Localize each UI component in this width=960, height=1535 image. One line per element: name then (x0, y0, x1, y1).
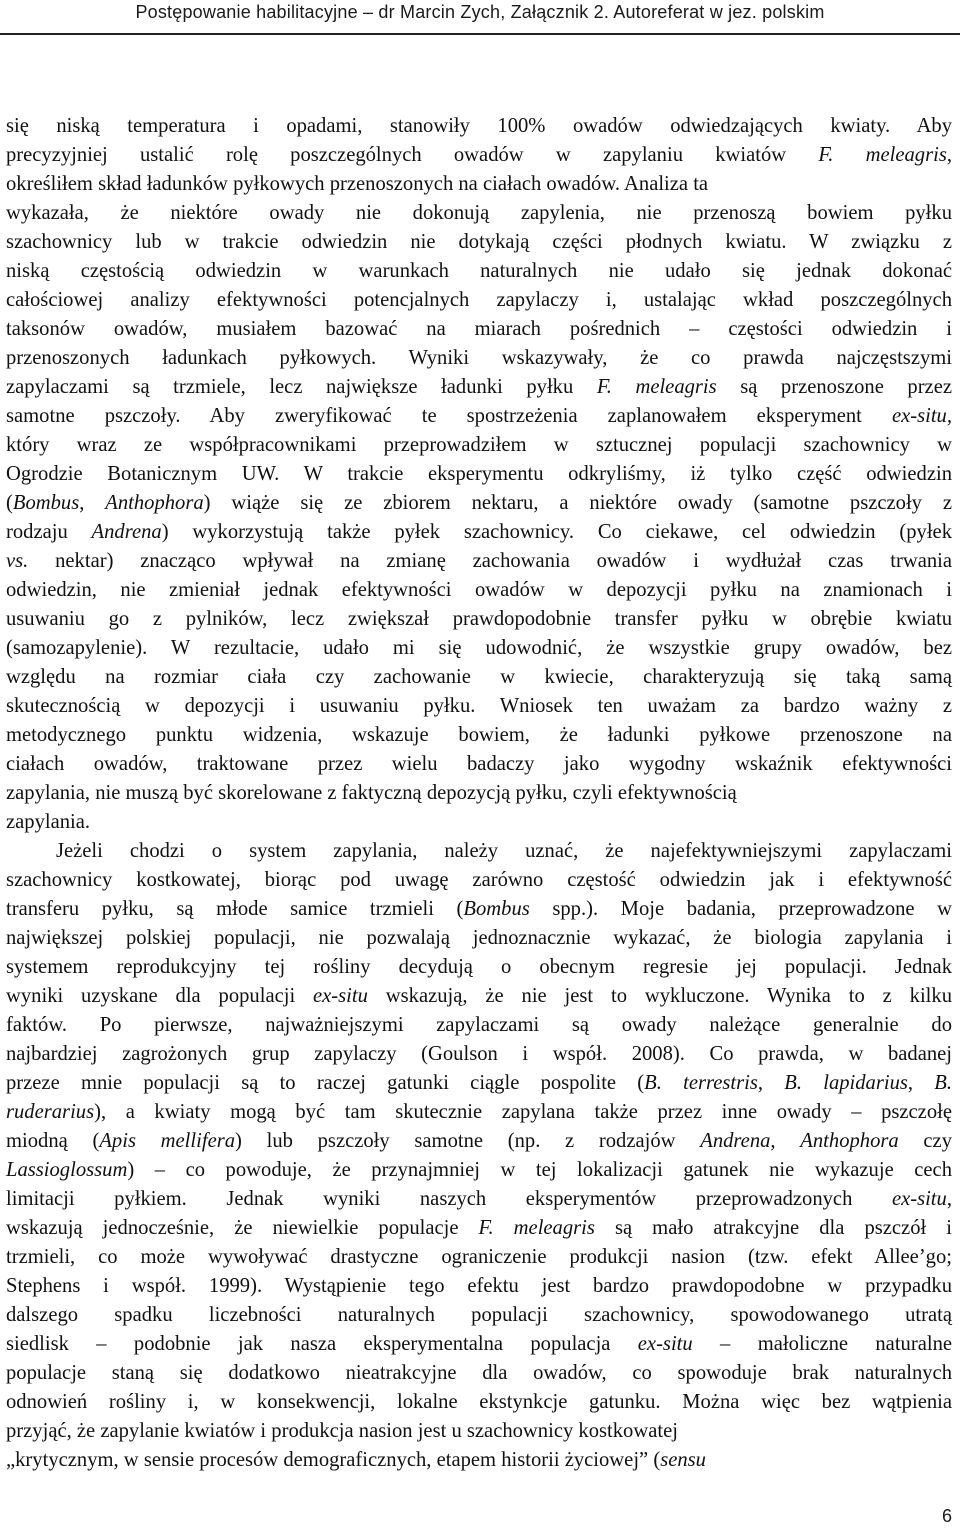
text-segment: czy (898, 1130, 952, 1152)
text-line (6, 228, 952, 257)
text-segment: , (946, 144, 952, 166)
text-line (6, 837, 952, 866)
text-segment: względu na rozmiar ciała czy zachowanie w kwiecie, charakteryzują się taką samą (6, 666, 952, 688)
text-line (6, 518, 952, 547)
italic-term: ex-situ (891, 1188, 947, 1210)
text-segment: samotne pszczoły. Aby zweryfikować te spostrzeżenia zaplanowałem eksperyment (6, 405, 892, 427)
text-segment: ( (6, 492, 13, 514)
text-line (6, 692, 952, 721)
italic-term: Andrena (700, 1130, 771, 1152)
text-segment: , (907, 1072, 935, 1094)
text-segment: spp.). Moje badania, przeprowadzone w (529, 898, 952, 920)
text-segment: – małoliczne naturalne (692, 1333, 953, 1355)
text-line (6, 1243, 952, 1272)
italic-term: ruderarius (6, 1101, 95, 1123)
text-line (6, 924, 952, 953)
text-segment: Ogrodzie Botanicznym UW. W trakcie eksperymentu odkryliśmy, iż tylko część odwiedzin (6, 463, 952, 485)
text-segment: niską częstością odwiedzin w warunkach naturalnych nie udało się jednak dokonać (6, 260, 952, 282)
text-segment: ciałach owadów, traktowane przez wielu badaczy jako wygodny wskaźnik efektywności (6, 753, 952, 775)
text-segment: Jeżeli chodzi o system zapylania, należy uznać, że najefektywniejszymi zapylaczami (56, 840, 952, 862)
text-segment: przenoszonych ładunkach pyłkowych. Wyniki wskazywały, że co prawda najczęstszymi (6, 347, 952, 369)
body-text (6, 112, 952, 1475)
text-segment: (samozapylenie). W rezultacie, udało mi się udowodnić, że wszystkie grupy owadów, bez (6, 637, 952, 659)
text-segment: ), a kwiaty mogą być tam skutecznie zapylana także przez inne owady – pszczołę (94, 1101, 952, 1123)
text-segment: szachownicy kostkowatej, biorąc pod uwagę zarówno częstość odwiedzin jak i efektywność (6, 869, 952, 891)
italic-term: F. meleagris (478, 1217, 595, 1239)
text-line (6, 605, 952, 634)
text-segment: który wraz ze współpracownikami przeprowadziłem w sztucznej populacji szachownicy w (6, 434, 952, 456)
text-segment: „krytycznym, w sensie procesów demograficznych, etapem historii życiowej” ( (6, 1449, 661, 1471)
text-segment: się niską temperatura i opadami, stanowiły 100% owadów odwiedzających kwiaty. Aby (6, 115, 952, 137)
text-segment: są przenoszone przez (716, 376, 952, 398)
page-header (0, 0, 960, 40)
text-line (6, 112, 952, 141)
italic-term: B. lapidarius (784, 1072, 908, 1094)
text-segment: transferu pyłku, są młode samice trzmieli ( (6, 898, 464, 920)
text-line (6, 1330, 952, 1359)
text-segment: precyzyjniej ustalić rolę poszczególnych owadów w zapylaniu kwiatów (6, 144, 819, 166)
text-segment: wykazała, że niektóre owady nie dokonują zapylenia, nie przenoszą bowiem pyłku (6, 202, 952, 224)
italic-term: sensu (660, 1449, 706, 1471)
text-line (6, 779, 952, 808)
text-segment: ) lub pszczoły samotne (np. z rodzajów (235, 1130, 701, 1152)
text-line (6, 373, 952, 402)
text-segment: ) – co powoduje, że przynajmniej w tej lokalizacji gatunek nie wykazuje cech (127, 1159, 952, 1181)
text-line (6, 1272, 952, 1301)
text-line (6, 634, 952, 663)
text-line (6, 1301, 952, 1330)
text-segment: zapylania, nie muszą być skorelowane z faktyczną depozycją pyłku, czyli efektywnością (6, 782, 737, 804)
text-segment: wskazują jednocześnie, że niewielkie populacje (6, 1217, 479, 1239)
text-segment: ) wiąże się ze zbiorem nektaru, a niektóre owady (samotne pszczoły z (203, 492, 953, 514)
text-line (6, 721, 952, 750)
italic-term: ex-situ, (891, 405, 952, 427)
text-line (6, 866, 952, 895)
text-segment: skutecznością w depozycji i usuwaniu pyłku. Wniosek ten uważam za bardzo ważny z (6, 695, 952, 717)
text-segment: usuwaniu go z pylników, lecz zwiększał prawdopodobnie transfer pyłku w obrębie kwiatu (6, 608, 952, 630)
text-line (6, 460, 952, 489)
text-line (6, 141, 952, 170)
text-line (6, 1446, 952, 1475)
text-line (6, 286, 952, 315)
text-segment: wskazują, że nie jest to wykluczone. Wynika to z kilku (367, 985, 952, 1007)
text-segment: faktów. Po pierwsze, najważniejszymi zapylaczami są owady należące generalnie do (6, 1014, 952, 1036)
text-segment: szachownicy lub w trakcie odwiedzin nie dotykają części płodnych kwiatu. W związku z (6, 231, 952, 253)
italic-term: ex-situ (637, 1333, 693, 1355)
text-segment: , (757, 1072, 785, 1094)
italic-term: F. meleagris (596, 376, 717, 398)
italic-term: vs. (6, 550, 29, 572)
text-line (6, 547, 952, 576)
text-segment: przyjąć, że zapylanie kwiatów i produkcja nasion jest u szachownicy kostkowatej (6, 1420, 678, 1442)
text-line (6, 344, 952, 373)
text-line (6, 1214, 952, 1243)
text-segment: trzmieli, co może wywoływać drastyczne ograniczenie produkcji nasion (tzw. efekt Allee’go; (6, 1246, 952, 1268)
text-segment: siedlisk – podobnie jak nasza eksperymentalna populacja (6, 1333, 638, 1355)
italic-term: ex-situ (313, 985, 368, 1007)
text-line (6, 895, 952, 924)
text-segment: miodną ( (6, 1130, 100, 1152)
text-line (6, 1388, 952, 1417)
text-line (6, 402, 952, 431)
text-line (6, 1011, 952, 1040)
text-segment: taksonów owadów, musiałem bazować na miarach pośrednich – częstości odwiedzin i (6, 318, 952, 340)
text-line (6, 1359, 952, 1388)
italic-term: Lassioglossum (6, 1159, 128, 1181)
text-segment: , (770, 1130, 801, 1152)
italic-term: F. meleagris (818, 144, 947, 166)
text-segment: nektar) znacząco wpływał na zmianę zachowania owadów i wydłużał czas trwania (28, 550, 952, 572)
text-segment: ) wykorzystują także pyłek szachownicy. Co ciekawe, cel odwiedzin (pyłek (161, 521, 952, 543)
text-line (6, 663, 952, 692)
text-line (6, 953, 952, 982)
italic-term: Bombus (12, 492, 80, 514)
text-line (6, 1417, 952, 1446)
page-number: 6 (941, 1506, 952, 1526)
text-line (6, 576, 952, 605)
italic-term: B. (934, 1072, 953, 1094)
text-line (6, 1098, 952, 1127)
text-segment: rodzaju (6, 521, 92, 543)
text-segment: są mało atrakcyjne dla pszczół i (594, 1217, 952, 1239)
text-segment: przeze mnie populacji są to raczej gatunki ciągle pospolite ( (6, 1072, 645, 1094)
text-segment: systemem reprodukcyjny tej rośliny decydują o obecnym regresie jej populacji. Jednak (6, 956, 952, 978)
text-segment: całościowej analizy efektywności potencjalnych zapylaczy i, ustalając wkład poszczególnych (6, 289, 952, 311)
header-divider (0, 33, 960, 35)
text-line (6, 982, 952, 1011)
text-segment: wyniki uzyskane dla populacji (6, 985, 314, 1007)
italic-term: B. terrestris (644, 1072, 758, 1094)
text-segment: odwiedzin, nie zmieniał jednak efektywności owadów w depozycji pyłku na znamionach i (6, 579, 952, 601)
text-line (6, 1185, 952, 1214)
text-segment: zapylaczami są trzmiele, lecz największe ładunki pyłku (6, 376, 597, 398)
text-segment: określiłem skład ładunków pyłkowych przenoszonych na ciałach owadów. Analiza ta (6, 173, 709, 195)
text-segment: największej polskiej populacji, nie pozwalają jednoznacznie wykazać, że biologia zapylania i (6, 927, 952, 949)
text-segment: , (946, 1188, 952, 1210)
italic-term: Apis mellifera (99, 1130, 236, 1152)
text-segment: populacje staną się dodatkowo nieatrakcyjne dla owadów, co spowoduje brak naturalnych (6, 1362, 952, 1384)
text-line (6, 315, 952, 344)
text-line (6, 1069, 952, 1098)
text-segment: odnowień rośliny i, w konsekwencji, lokalne ekstynkcje gatunku. Można więc bez wątpienia (6, 1391, 952, 1413)
text-line (6, 750, 952, 779)
running-header-title: Postępowanie habilitacyjne – dr Marcin Zych, Załącznik 2. Autoreferat w jez. polskim (135, 2, 825, 22)
text-line (6, 808, 952, 837)
text-segment: , (79, 492, 106, 514)
text-line (6, 257, 952, 286)
text-segment: dalszego spadku liczebności naturalnych populacji szachownicy, spowodowanego utratą (6, 1304, 952, 1326)
italic-term: Anthophora (105, 492, 204, 514)
text-line (6, 1040, 952, 1069)
text-line (6, 489, 952, 518)
italic-term: Bombus (463, 898, 530, 920)
text-segment: zapylania. (6, 811, 91, 833)
text-line (6, 431, 952, 460)
text-segment: metodycznego punktu widzenia, wskazuje bowiem, że ładunki pyłkowe przenoszone na (6, 724, 952, 746)
italic-term: Andrena (91, 521, 162, 543)
text-line (6, 1156, 952, 1185)
text-segment: limitacji pyłkiem. Jednak wyniki naszych eksperymentów przeprowadzonych (6, 1188, 892, 1210)
italic-term: Anthophora (800, 1130, 899, 1152)
text-line (6, 170, 952, 199)
text-segment: Stephens i współ. 1999). Wystąpienie tego efektu jest bardzo prawdopodobne w przypadku (6, 1275, 952, 1297)
text-segment: najbardziej zagrożonych grup zapylaczy (Goulson i współ. 2008). Co prawda, w badanej (6, 1043, 952, 1065)
text-line (6, 199, 952, 228)
text-line (6, 1127, 952, 1156)
